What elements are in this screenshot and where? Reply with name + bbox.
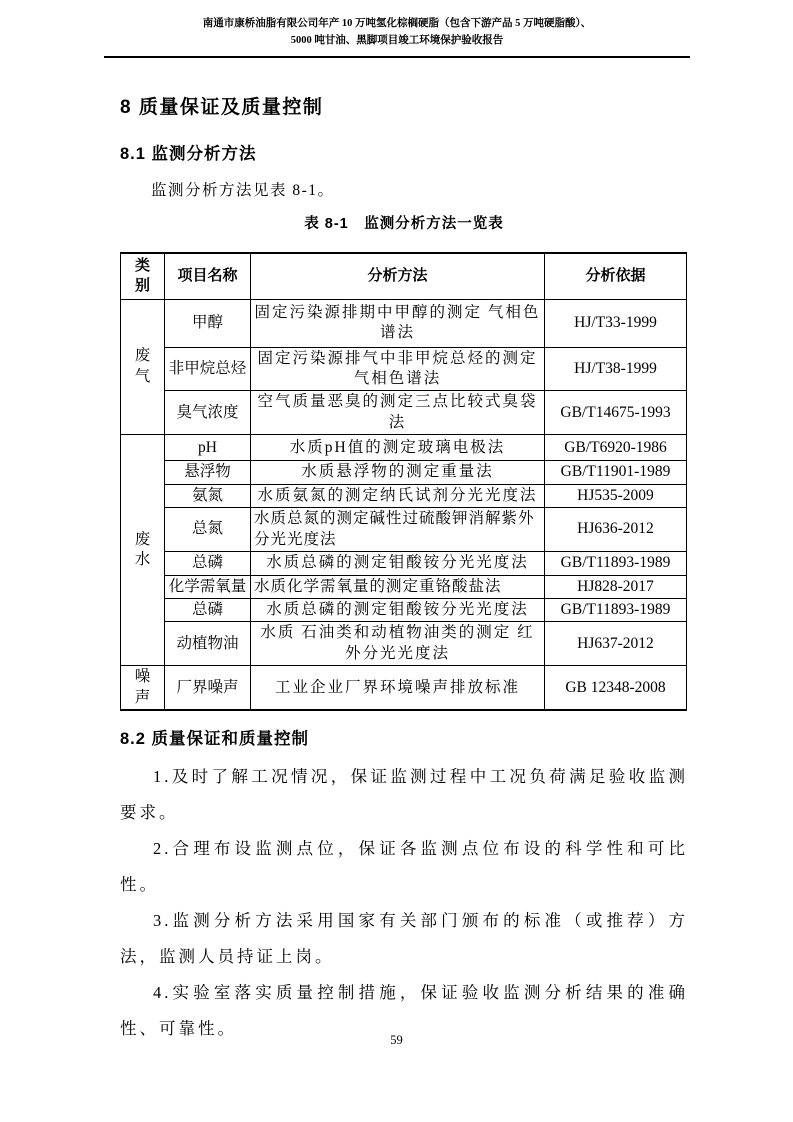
table-row (121, 622, 687, 666)
table-row (121, 552, 687, 575)
cell-item-name: 动植物油 (165, 622, 251, 666)
table-row (121, 484, 687, 507)
section-heading-8-1: 8.1 监测分析方法 (120, 145, 257, 163)
table-row (121, 391, 687, 435)
report-title-line-2: 5000 吨甘油、黑脚项目竣工环境保护验收报告 (290, 35, 504, 46)
cell-method: 固定污染源排气中非甲烷总烃的测定气相色谱法 (251, 347, 545, 391)
cell-basis: HJ637-2012 (545, 622, 687, 666)
table-row (121, 435, 687, 461)
cell-method: 固定污染源排期中甲醇的测定 气相色谱法 (251, 299, 545, 347)
body-paragraphs (120, 759, 688, 1047)
cell-category: 噪声 (121, 666, 165, 710)
cell-item-name: 化学需氧量 (165, 575, 251, 598)
chapter-heading: 8 质量保证及质量控制 (120, 97, 324, 118)
cell-method: 水质总氮的测定碱性过硫酸钾消解紫外分光光度法 (251, 508, 545, 552)
cell-item-name: 总磷 (165, 552, 251, 575)
body-paragraph: 1.及时了解工况情况，保证监测过程中工况负荷满足验收监测要求。 (120, 767, 688, 823)
body-paragraph: 2.合理布设监测点位，保证各监测点位布设的科学性和可比性。 (120, 839, 688, 895)
column-header: 分析依据 (545, 253, 687, 299)
column-header: 类别 (121, 253, 165, 299)
cell-method: 水质总磷的测定钼酸铵分光光度法 (251, 599, 545, 622)
column-header: 分析方法 (251, 253, 545, 299)
cell-basis: GB/T11893-1989 (545, 552, 687, 575)
cell-category: 废水 (121, 435, 165, 666)
cell-item-name: 总氮 (165, 508, 251, 552)
cell-basis: GB/T11901-1989 (545, 461, 687, 484)
cell-basis: HJ/T38-1999 (545, 347, 687, 391)
table-body (121, 299, 687, 710)
cell-item-name: 甲醇 (165, 299, 251, 347)
cell-method: 空气质量恶臭的测定三点比较式臭袋法 (251, 391, 545, 435)
table-head (121, 253, 687, 299)
cell-item-name: 非甲烷总烃 (165, 347, 251, 391)
analysis-methods-table (120, 252, 687, 711)
cell-item-name: 厂界噪声 (165, 666, 251, 710)
cell-item-name: pH (165, 435, 251, 461)
cell-basis: HJ636-2012 (545, 508, 687, 552)
cell-basis: GB/T14675-1993 (545, 391, 687, 435)
page-content (120, 0, 688, 1047)
cell-method: 水质悬浮物的测定重量法 (251, 461, 545, 484)
table-row (121, 461, 687, 484)
table-caption: 表 8-1 监测分析方法一览表 (304, 216, 504, 232)
cell-basis: GB/T6920-1986 (545, 435, 687, 461)
table-row (121, 299, 687, 347)
table-row (121, 347, 687, 391)
table-row (121, 599, 687, 622)
cell-item-name: 氨氮 (165, 484, 251, 507)
cell-category: 废气 (121, 299, 165, 435)
cell-item-name: 臭气浓度 (165, 391, 251, 435)
cell-method: 水质总磷的测定钼酸铵分光光度法 (251, 552, 545, 575)
section-heading-8-2: 8.2 质量保证和质量控制 (120, 730, 310, 749)
column-header: 项目名称 (165, 253, 251, 299)
cell-item-name: 悬浮物 (165, 461, 251, 484)
table-row (121, 575, 687, 598)
intro-paragraph: 监测分析方法见表 8-1。 (151, 182, 335, 199)
table-row (121, 666, 687, 710)
page-number: 59 (390, 1033, 403, 1047)
cell-basis: HJ828-2017 (545, 575, 687, 598)
cell-basis: HJ/T33-1999 (545, 299, 687, 347)
cell-method: 工业企业厂界环境噪声排放标准 (251, 666, 545, 710)
cell-basis: GB/T11893-1989 (545, 599, 687, 622)
table-row (121, 508, 687, 552)
table-header-row (121, 253, 687, 299)
body-paragraph: 4.实验室落实质量控制措施，保证验收监测分析结果的准确性、可靠性。 (120, 983, 688, 1039)
cell-method: 水质 石油类和动植物油类的测定 红外分光光度法 (251, 622, 545, 666)
cell-method: 水质氨氮的测定纳氏试剂分光光度法 (251, 484, 545, 507)
cell-basis: GB 12348-2008 (545, 666, 687, 710)
cell-method: 水质pH值的测定玻璃电极法 (251, 435, 545, 461)
report-title-line-1: 南通市康桥油脂有限公司年产 10 万吨氢化棕榈硬脂（包含下游产品 5 万吨硬脂酸）、 (202, 18, 592, 29)
cell-method: 水质化学需氧量的测定重铬酸盐法 (251, 575, 545, 598)
body-paragraph: 3.监测分析方法采用国家有关部门颁布的标准（或推荐）方法，监测人员持证上岗。 (120, 911, 688, 967)
cell-basis: HJ535-2009 (545, 484, 687, 507)
cell-item-name: 总磷 (165, 599, 251, 622)
